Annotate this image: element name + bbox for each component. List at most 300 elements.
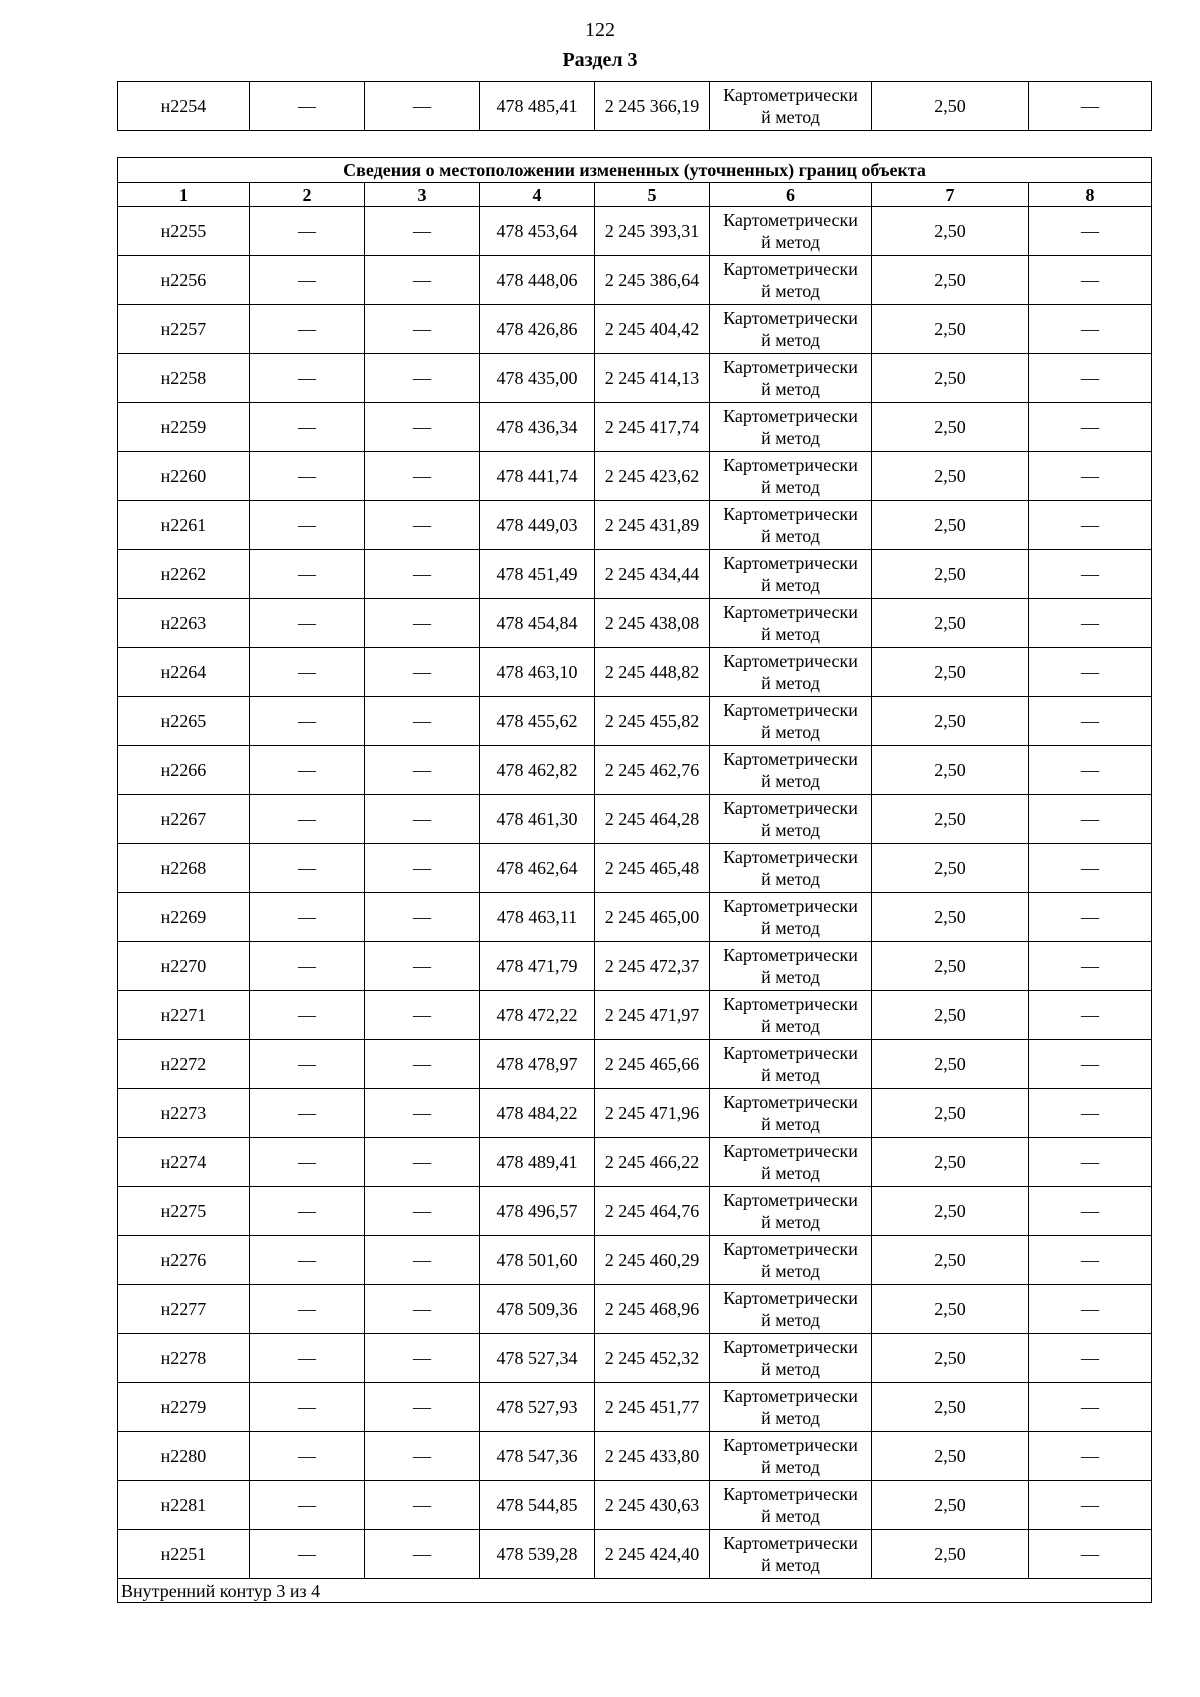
column-3-cell: —	[365, 1530, 480, 1579]
y-coordinate-cell: 2 245 471,97	[595, 991, 710, 1040]
column-2-cell: —	[250, 550, 365, 599]
column-8-cell: —	[1029, 1481, 1152, 1530]
column-3-cell: —	[365, 1138, 480, 1187]
column-8-cell: —	[1029, 1040, 1152, 1089]
method-line-1: Картометрически	[723, 406, 858, 426]
accuracy-cell: 2,50	[872, 1040, 1029, 1089]
method-line-1: Картометрически	[723, 504, 858, 524]
method-line-1: Картометрически	[723, 1043, 858, 1063]
column-2-cell: —	[250, 1383, 365, 1432]
column-8-cell: —	[1029, 844, 1152, 893]
column-2-cell: —	[250, 844, 365, 893]
table-row	[118, 1530, 1152, 1579]
method-line-2: й метод	[761, 526, 820, 546]
column-2-cell: —	[250, 746, 365, 795]
column-3-cell: —	[365, 1089, 480, 1138]
x-coordinate-cell: 478 527,34	[480, 1334, 595, 1383]
table-row	[118, 795, 1152, 844]
column-2-cell: —	[250, 648, 365, 697]
column-2-cell: —	[250, 1187, 365, 1236]
method-line-2: й метод	[761, 1212, 820, 1232]
method-line-2: й метод	[761, 1457, 820, 1477]
column-8-cell: —	[1029, 648, 1152, 697]
carry-over-table	[117, 81, 1152, 131]
method-cell	[710, 256, 872, 305]
table-row	[118, 844, 1152, 893]
table-row	[118, 82, 1152, 131]
method-line-2: й метод	[761, 1163, 820, 1183]
y-coordinate-cell: 2 245 366,19	[595, 82, 710, 131]
x-coordinate-cell: 478 461,30	[480, 795, 595, 844]
accuracy-cell: 2,50	[872, 1089, 1029, 1138]
x-coordinate-cell: 478 448,06	[480, 256, 595, 305]
column-3-cell: —	[365, 501, 480, 550]
y-coordinate-cell: 2 245 404,42	[595, 305, 710, 354]
method-line-2: й метод	[761, 575, 820, 595]
point-number-cell: н2254	[118, 82, 250, 131]
method-line-1: Картометрически	[723, 1092, 858, 1112]
column-2-cell: —	[250, 795, 365, 844]
table-row	[118, 354, 1152, 403]
column-2-cell: —	[250, 1138, 365, 1187]
accuracy-cell: 2,50	[872, 1432, 1029, 1481]
column-3-cell: —	[365, 746, 480, 795]
y-coordinate-cell: 2 245 465,66	[595, 1040, 710, 1089]
table-row	[118, 746, 1152, 795]
column-8-cell: —	[1029, 746, 1152, 795]
column-number: 7	[872, 183, 1029, 207]
method-line-2: й метод	[761, 330, 820, 350]
point-number-cell: н2275	[118, 1187, 250, 1236]
column-2-cell: —	[250, 1481, 365, 1530]
method-line-1: Картометрически	[723, 994, 858, 1014]
column-8-cell: —	[1029, 942, 1152, 991]
point-number-cell: н2260	[118, 452, 250, 501]
method-line-1: Картометрически	[723, 1435, 858, 1455]
column-8-cell: —	[1029, 207, 1152, 256]
column-8-cell: —	[1029, 795, 1152, 844]
point-number-cell: н2264	[118, 648, 250, 697]
point-number-cell: н2265	[118, 697, 250, 746]
point-number-cell: н2261	[118, 501, 250, 550]
table-caption: Сведения о местоположении измененных (уточненных) границ объекта	[118, 158, 1152, 183]
x-coordinate-cell: 478 496,57	[480, 1187, 595, 1236]
method-line-1: Картометрически	[723, 1484, 858, 1504]
point-number-cell: н2276	[118, 1236, 250, 1285]
method-line-1: Картометрически	[723, 1386, 858, 1406]
method-line-2: й метод	[761, 428, 820, 448]
method-line-2: й метод	[761, 869, 820, 889]
method-cell	[710, 746, 872, 795]
point-number-cell: н2256	[118, 256, 250, 305]
column-2-cell: —	[250, 403, 365, 452]
column-2-cell: —	[250, 942, 365, 991]
column-3-cell: —	[365, 452, 480, 501]
column-3-cell: —	[365, 207, 480, 256]
point-number-cell: н2259	[118, 403, 250, 452]
point-number-cell: н2255	[118, 207, 250, 256]
y-coordinate-cell: 2 245 464,28	[595, 795, 710, 844]
point-number-cell: н2262	[118, 550, 250, 599]
column-8-cell: —	[1029, 1383, 1152, 1432]
method-line-1: Картометрически	[723, 847, 858, 867]
column-8-cell: —	[1029, 256, 1152, 305]
y-coordinate-cell: 2 245 452,32	[595, 1334, 710, 1383]
point-number-cell: н2272	[118, 1040, 250, 1089]
accuracy-cell: 2,50	[872, 207, 1029, 256]
column-3-cell: —	[365, 1432, 480, 1481]
column-3-cell: —	[365, 1383, 480, 1432]
point-number-cell: н2268	[118, 844, 250, 893]
column-3-cell: —	[365, 1236, 480, 1285]
accuracy-cell: 2,50	[872, 501, 1029, 550]
column-8-cell: —	[1029, 1089, 1152, 1138]
column-2-cell: —	[250, 991, 365, 1040]
y-coordinate-cell: 2 245 434,44	[595, 550, 710, 599]
method-cell	[710, 1236, 872, 1285]
point-number-cell: н2278	[118, 1334, 250, 1383]
method-line-2: й метод	[761, 673, 820, 693]
y-coordinate-cell: 2 245 460,29	[595, 1236, 710, 1285]
x-coordinate-cell: 478 539,28	[480, 1530, 595, 1579]
column-number: 2	[250, 183, 365, 207]
column-2-cell: —	[250, 1285, 365, 1334]
method-line-2: й метод	[761, 967, 820, 987]
method-cell	[710, 991, 872, 1040]
point-number-cell: н2263	[118, 599, 250, 648]
point-number-cell: н2277	[118, 1285, 250, 1334]
column-2-cell: —	[250, 354, 365, 403]
column-2-cell: —	[250, 1089, 365, 1138]
point-number-cell: н2281	[118, 1481, 250, 1530]
method-line-2: й метод	[761, 1506, 820, 1526]
x-coordinate-cell: 478 527,93	[480, 1383, 595, 1432]
method-cell	[710, 599, 872, 648]
table-row	[118, 1383, 1152, 1432]
x-coordinate-cell: 478 489,41	[480, 1138, 595, 1187]
method-cell	[710, 893, 872, 942]
x-coordinate-cell: 478 478,97	[480, 1040, 595, 1089]
contour-note: Внутренний контур 3 из 4	[118, 1579, 1152, 1603]
method-cell	[710, 795, 872, 844]
column-3-cell: —	[365, 648, 480, 697]
table-footer-row	[118, 1579, 1152, 1603]
point-number-cell: н2269	[118, 893, 250, 942]
method-line-2: й метод	[761, 1016, 820, 1036]
method-line-1: Картометрически	[723, 1190, 858, 1210]
column-3-cell: —	[365, 599, 480, 648]
column-2-cell: —	[250, 1236, 365, 1285]
method-line-2: й метод	[761, 107, 820, 127]
method-cell	[710, 844, 872, 893]
x-coordinate-cell: 478 454,84	[480, 599, 595, 648]
y-coordinate-cell: 2 245 471,96	[595, 1089, 710, 1138]
method-line-1: Картометрически	[723, 896, 858, 916]
accuracy-cell: 2,50	[872, 1383, 1029, 1432]
method-line-1: Картометрически	[723, 1288, 858, 1308]
y-coordinate-cell: 2 245 423,62	[595, 452, 710, 501]
column-2-cell: —	[250, 207, 365, 256]
column-3-cell: —	[365, 1040, 480, 1089]
accuracy-cell: 2,50	[872, 697, 1029, 746]
column-3-cell: —	[365, 1481, 480, 1530]
y-coordinate-cell: 2 245 433,80	[595, 1432, 710, 1481]
section-title: Раздел 3	[562, 49, 638, 71]
column-8-cell: —	[1029, 501, 1152, 550]
x-coordinate-cell: 478 501,60	[480, 1236, 595, 1285]
x-coordinate-cell: 478 453,64	[480, 207, 595, 256]
column-8-cell: —	[1029, 1432, 1152, 1481]
y-coordinate-cell: 2 245 465,48	[595, 844, 710, 893]
x-coordinate-cell: 478 472,22	[480, 991, 595, 1040]
accuracy-cell: 2,50	[872, 403, 1029, 452]
accuracy-cell: 2,50	[872, 991, 1029, 1040]
method-line-2: й метод	[761, 232, 820, 252]
table-row	[118, 403, 1152, 452]
column-8-cell: —	[1029, 599, 1152, 648]
method-cell	[710, 1187, 872, 1236]
method-line-1: Картометрически	[723, 455, 858, 475]
method-line-1: Картометрически	[723, 357, 858, 377]
method-line-1: Картометрически	[723, 1337, 858, 1357]
y-coordinate-cell: 2 245 455,82	[595, 697, 710, 746]
method-cell	[710, 1334, 872, 1383]
method-line-2: й метод	[761, 771, 820, 791]
method-cell	[710, 1432, 872, 1481]
column-2-cell: —	[250, 305, 365, 354]
x-coordinate-cell: 478 435,00	[480, 354, 595, 403]
method-cell	[710, 1040, 872, 1089]
table-row	[118, 256, 1152, 305]
method-line-2: й метод	[761, 1065, 820, 1085]
column-3-cell: —	[365, 844, 480, 893]
column-8-cell: —	[1029, 354, 1152, 403]
y-coordinate-cell: 2 245 424,40	[595, 1530, 710, 1579]
method-line-2: й метод	[761, 1555, 820, 1575]
method-cell	[710, 305, 872, 354]
point-number-cell: н2279	[118, 1383, 250, 1432]
table-row	[118, 893, 1152, 942]
accuracy-cell: 2,50	[872, 1138, 1029, 1187]
table-row	[118, 1334, 1152, 1383]
table-row	[118, 648, 1152, 697]
method-line-2: й метод	[761, 624, 820, 644]
method-line-1: Картометрически	[723, 798, 858, 818]
table-row	[118, 207, 1152, 256]
accuracy-cell: 2,50	[872, 795, 1029, 844]
table-row	[118, 991, 1152, 1040]
column-3-cell: —	[365, 82, 480, 131]
column-2-cell: —	[250, 1040, 365, 1089]
method-line-1: Картометрически	[723, 553, 858, 573]
accuracy-cell: 2,50	[872, 844, 1029, 893]
method-line-2: й метод	[761, 1261, 820, 1281]
method-cell	[710, 697, 872, 746]
table-row	[118, 550, 1152, 599]
x-coordinate-cell: 478 544,85	[480, 1481, 595, 1530]
column-number: 6	[710, 183, 872, 207]
x-coordinate-cell: 478 426,86	[480, 305, 595, 354]
accuracy-cell: 2,50	[872, 452, 1029, 501]
column-8-cell: —	[1029, 403, 1152, 452]
column-number: 4	[480, 183, 595, 207]
column-8-cell: —	[1029, 1187, 1152, 1236]
column-8-cell: —	[1029, 893, 1152, 942]
point-number-cell: н2258	[118, 354, 250, 403]
point-number-cell: н2257	[118, 305, 250, 354]
y-coordinate-cell: 2 245 438,08	[595, 599, 710, 648]
x-coordinate-cell: 478 484,22	[480, 1089, 595, 1138]
accuracy-cell: 2,50	[872, 305, 1029, 354]
column-number: 5	[595, 183, 710, 207]
accuracy-cell: 2,50	[872, 1530, 1029, 1579]
method-cell	[710, 942, 872, 991]
method-line-1: Картометрически	[723, 602, 858, 622]
y-coordinate-cell: 2 245 386,64	[595, 256, 710, 305]
column-2-cell: —	[250, 1334, 365, 1383]
accuracy-cell: 2,50	[872, 1481, 1029, 1530]
accuracy-cell: 2,50	[872, 893, 1029, 942]
method-cell	[710, 501, 872, 550]
x-coordinate-cell: 478 485,41	[480, 82, 595, 131]
method-cell	[710, 403, 872, 452]
method-line-1: Картометрически	[723, 259, 858, 279]
y-coordinate-cell: 2 245 464,76	[595, 1187, 710, 1236]
accuracy-cell: 2,50	[872, 746, 1029, 795]
method-line-1: Картометрически	[723, 85, 858, 105]
method-line-1: Картометрически	[723, 1533, 858, 1553]
column-2-cell: —	[250, 893, 365, 942]
x-coordinate-cell: 478 455,62	[480, 697, 595, 746]
y-coordinate-cell: 2 245 431,89	[595, 501, 710, 550]
column-3-cell: —	[365, 354, 480, 403]
method-line-2: й метод	[761, 722, 820, 742]
column-8-cell: —	[1029, 1334, 1152, 1383]
y-coordinate-cell: 2 245 468,96	[595, 1285, 710, 1334]
table-row	[118, 1187, 1152, 1236]
x-coordinate-cell: 478 462,82	[480, 746, 595, 795]
table-row	[118, 1285, 1152, 1334]
column-8-cell: —	[1029, 991, 1152, 1040]
column-number: 8	[1029, 183, 1152, 207]
table-row	[118, 1089, 1152, 1138]
method-line-2: й метод	[761, 820, 820, 840]
column-3-cell: —	[365, 942, 480, 991]
method-line-1: Картометрически	[723, 1239, 858, 1259]
column-3-cell: —	[365, 1334, 480, 1383]
y-coordinate-cell: 2 245 448,82	[595, 648, 710, 697]
table-row	[118, 1432, 1152, 1481]
boundary-points-table	[117, 157, 1152, 1603]
point-number-cell: н2267	[118, 795, 250, 844]
accuracy-cell: 2,50	[872, 354, 1029, 403]
accuracy-cell: 2,50	[872, 256, 1029, 305]
x-coordinate-cell: 478 449,03	[480, 501, 595, 550]
column-8-cell: —	[1029, 1138, 1152, 1187]
y-coordinate-cell: 2 245 417,74	[595, 403, 710, 452]
method-cell	[710, 1138, 872, 1187]
method-line-1: Картометрически	[723, 651, 858, 671]
method-line-2: й метод	[761, 1359, 820, 1379]
method-line-1: Картометрически	[723, 210, 858, 230]
column-3-cell: —	[365, 403, 480, 452]
accuracy-cell: 2,50	[872, 1187, 1029, 1236]
point-number-cell: н2271	[118, 991, 250, 1040]
point-number-cell: н2251	[118, 1530, 250, 1579]
column-2-cell: —	[250, 1432, 365, 1481]
table-row	[118, 452, 1152, 501]
x-coordinate-cell: 478 463,10	[480, 648, 595, 697]
column-3-cell: —	[365, 550, 480, 599]
method-cell	[710, 1530, 872, 1579]
method-cell	[710, 82, 872, 131]
accuracy-cell: 2,50	[872, 82, 1029, 131]
point-number-cell: н2266	[118, 746, 250, 795]
method-cell	[710, 1089, 872, 1138]
method-line-2: й метод	[761, 379, 820, 399]
x-coordinate-cell: 478 451,49	[480, 550, 595, 599]
method-cell	[710, 1481, 872, 1530]
method-line-2: й метод	[761, 1310, 820, 1330]
column-2-cell: —	[250, 82, 365, 131]
column-2-cell: —	[250, 501, 365, 550]
x-coordinate-cell: 478 441,74	[480, 452, 595, 501]
y-coordinate-cell: 2 245 393,31	[595, 207, 710, 256]
accuracy-cell: 2,50	[872, 599, 1029, 648]
column-3-cell: —	[365, 795, 480, 844]
page-number: 122	[585, 19, 615, 41]
y-coordinate-cell: 2 245 465,00	[595, 893, 710, 942]
method-line-1: Картометрически	[723, 945, 858, 965]
column-2-cell: —	[250, 452, 365, 501]
method-line-1: Картометрически	[723, 308, 858, 328]
table-row	[118, 1040, 1152, 1089]
column-3-cell: —	[365, 256, 480, 305]
x-coordinate-cell: 478 436,34	[480, 403, 595, 452]
column-8-cell: —	[1029, 1285, 1152, 1334]
accuracy-cell: 2,50	[872, 1285, 1029, 1334]
column-number: 1	[118, 183, 250, 207]
column-8-cell: —	[1029, 1530, 1152, 1579]
y-coordinate-cell: 2 245 462,76	[595, 746, 710, 795]
y-coordinate-cell: 2 245 430,63	[595, 1481, 710, 1530]
method-cell	[710, 207, 872, 256]
column-2-cell: —	[250, 697, 365, 746]
method-line-1: Картометрически	[723, 1141, 858, 1161]
accuracy-cell: 2,50	[872, 648, 1029, 697]
method-cell	[710, 550, 872, 599]
y-coordinate-cell: 2 245 451,77	[595, 1383, 710, 1432]
table-row	[118, 942, 1152, 991]
accuracy-cell: 2,50	[872, 1334, 1029, 1383]
y-coordinate-cell: 2 245 466,22	[595, 1138, 710, 1187]
column-number: 3	[365, 183, 480, 207]
column-8-cell: —	[1029, 697, 1152, 746]
method-line-2: й метод	[761, 1114, 820, 1134]
x-coordinate-cell: 478 462,64	[480, 844, 595, 893]
column-3-cell: —	[365, 305, 480, 354]
method-cell	[710, 452, 872, 501]
method-line-2: й метод	[761, 1408, 820, 1428]
table-row	[118, 1481, 1152, 1530]
x-coordinate-cell: 478 471,79	[480, 942, 595, 991]
column-8-cell: —	[1029, 82, 1152, 131]
column-3-cell: —	[365, 1285, 480, 1334]
accuracy-cell: 2,50	[872, 942, 1029, 991]
point-number-cell: н2274	[118, 1138, 250, 1187]
accuracy-cell: 2,50	[872, 1236, 1029, 1285]
column-8-cell: —	[1029, 305, 1152, 354]
